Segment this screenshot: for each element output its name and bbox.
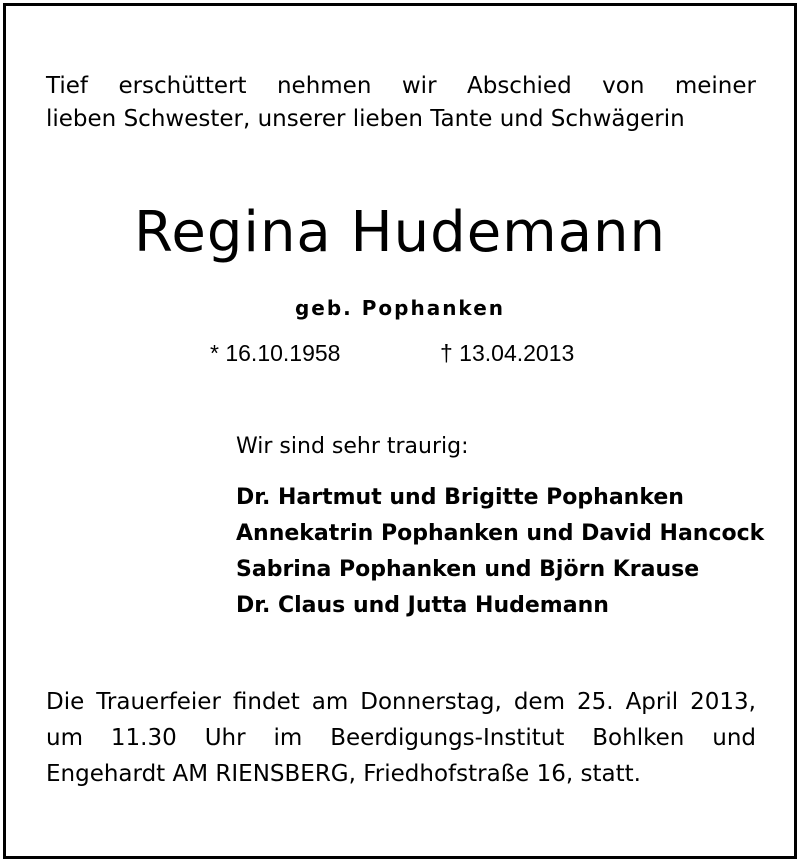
deceased-name: Regina Hudemann: [133, 200, 666, 265]
intro-line-2: lieben Schwester, unserer lieben Tante und Schwägerin: [46, 106, 685, 132]
intro-text: [46, 70, 756, 136]
birth-date: * 16.10.1958: [210, 340, 341, 366]
funeral-line-3: Engehardt AM RIENSBERG, Friedhofstraße 16, statt.: [46, 761, 641, 787]
death-date: † 13.04.2013: [440, 340, 575, 366]
funeral-line-1: Die Trauerfeier findet am Donnerstag, dem 25. April 2013,: [46, 689, 756, 715]
mourners-list: [236, 480, 764, 624]
funeral-line-2: um 11.30 Uhr im Beerdigungs-Institut Bohlken und: [46, 725, 756, 751]
mourner-name: Sabrina Pophanken und Björn Krause: [236, 557, 700, 582]
funeral-info: [46, 684, 756, 792]
mourner-name: Dr. Hartmut und Brigitte Pophanken: [236, 485, 684, 510]
mourner-name: Annekatrin Pophanken und David Hancock: [236, 521, 765, 546]
mourner-name: Dr. Claus und Jutta Hudemann: [236, 593, 609, 618]
mourners-heading: Wir sind sehr traurig:: [236, 434, 469, 459]
intro-line-1: Tief erschüttert nehmen wir Abschied von meiner: [46, 73, 756, 99]
maiden-name: geb. Pophanken: [294, 296, 505, 320]
